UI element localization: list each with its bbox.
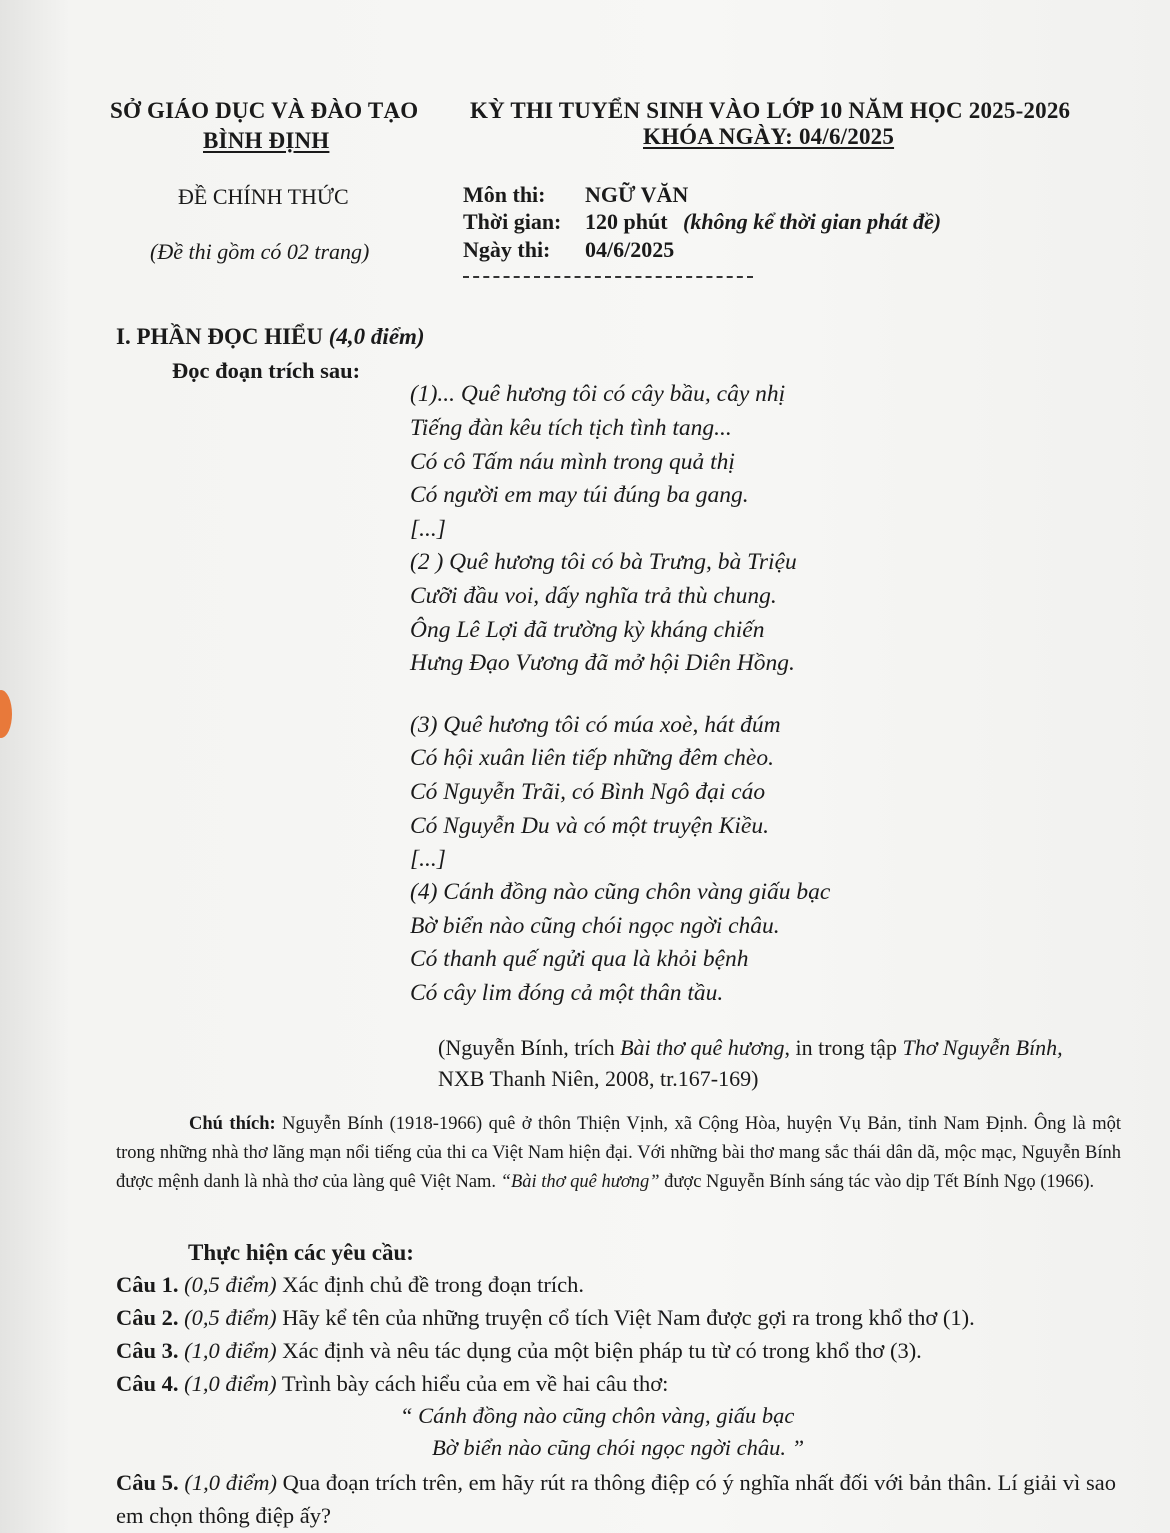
- question-text: Hãy kể tên của những truyện cổ tích Việt Nam được gợi ra trong khổ thơ (1).: [276, 1305, 975, 1330]
- source-citation: [438, 1035, 1063, 1061]
- department-name: SỞ GIÁO DỤC VÀ ĐÀO TẠO: [110, 98, 419, 123]
- poem-line: (1)... Quê hương tôi có cây bầu, cây nhị: [410, 381, 786, 407]
- question-label: Câu 5.: [116, 1470, 179, 1495]
- poem-line: Tiếng đàn kêu tích tịch tình tang...: [410, 415, 732, 441]
- question-4-quote-line: “ Cánh đồng nào cũng chôn vàng, giấu bạc: [400, 1403, 795, 1428]
- poem-line: Bờ biển nào cũng chói ngọc ngời châu.: [410, 913, 780, 939]
- poem-ellipsis: [...]: [410, 846, 446, 872]
- date-label: Ngày thi:: [463, 237, 551, 262]
- footnote: [116, 1110, 1121, 1197]
- poem-line: Có cô Tấm náu mình trong quả thị: [410, 449, 735, 475]
- source-publisher: NXB Thanh Niên, 2008, tr.167-169): [438, 1066, 759, 1091]
- question-points: (1,0 điểm): [184, 1371, 277, 1396]
- poem-line: (4) Cánh đồng nào cũng chôn vàng giấu bạc: [410, 879, 831, 905]
- source-collection: Thơ Nguyễn Bính,: [902, 1035, 1063, 1060]
- time-value: 120 phút: [585, 209, 668, 234]
- footnote-label: Chú thích:: [189, 1114, 276, 1134]
- section-heading: [116, 324, 425, 350]
- poem-line: Có cây lim đóng cả một thân tầu.: [410, 980, 724, 1006]
- poem-line: Có Nguyễn Trãi, có Bình Ngô đại cáo: [410, 779, 766, 805]
- reading-instruction: Đọc đoạn trích sau:: [172, 358, 361, 383]
- time-note: (không kể thời gian phát đề): [683, 209, 942, 234]
- source-text: , in trong tập: [784, 1035, 903, 1060]
- question-points: (0,5 điểm): [184, 1305, 277, 1330]
- question-label: Câu 4.: [116, 1371, 179, 1396]
- question-4-quote-line: Bờ biển nào cũng chói ngọc ngời châu. ”: [432, 1435, 805, 1460]
- question-points: (0,5 điểm): [184, 1272, 277, 1297]
- poem-line: Có Nguyễn Du và có một truyện Kiều.: [410, 813, 769, 839]
- poem-ellipsis: [...]: [410, 516, 446, 542]
- question-text: Xác định chủ đề trong đoạn trích.: [276, 1272, 585, 1297]
- poem-line: Có thanh quế ngửi qua là khỏi bệnh: [410, 946, 749, 972]
- poem-line: Có hội xuân liên tiếp những đêm chèo.: [410, 745, 774, 771]
- official-label: ĐỀ CHÍNH THỨC: [178, 184, 349, 209]
- question-5: [116, 1466, 1116, 1532]
- page-edge-mark: [0, 690, 12, 738]
- question-text: Xác định và nêu tác dụng của một biện pháp tu từ có trong khổ thơ (3).: [276, 1338, 922, 1363]
- province-name: BÌNH ĐỊNH: [203, 128, 330, 153]
- poem-line: Cưỡi đầu voi, dấy nghĩa trả thù chung.: [410, 583, 777, 609]
- poem-line: (2 ) Quê hương tôi có bà Trưng, bà Triệu: [410, 549, 797, 575]
- poem-line: Có người em may túi đúng ba gang.: [410, 482, 749, 508]
- question-label: Câu 3.: [116, 1338, 179, 1363]
- date-value: 04/6/2025: [585, 237, 675, 262]
- question-2: [116, 1305, 975, 1331]
- poem-line: (3) Quê hương tôi có múa xoè, hát đúm: [410, 712, 781, 738]
- exam-date-line: KHÓA NGÀY: 04/6/2025: [643, 124, 895, 149]
- question-3: [116, 1338, 922, 1364]
- pages-note: (Đề thi gồm có 02 trang): [150, 239, 370, 264]
- exam-title: KỲ THI TUYỂN SINH VÀO LỚP 10 NĂM HỌC 2025-2026: [470, 98, 1071, 123]
- poem-line: Ông Lê Lợi đã trường kỳ kháng chiến: [410, 617, 765, 643]
- subject-label: Môn thi:: [463, 182, 546, 207]
- question-points: (1,0 điểm): [184, 1470, 277, 1495]
- footnote-text: Nguyễn Bính (1918-1966) quê ở thôn Thiện Vịnh, xã Cộng Hòa, huyện Vụ Bản, tỉnh Nam Định. Ông là một trong những nhà thơ lãng mạn nổi tiếng của thi ca Việt Nam hiện đại. Với những bài thơ mang sắc thái dân dã, mộc mạc, Nguyễn Bính được mệnh danh là nhà thơ của làng quê Việt Nam.: [116, 1114, 1121, 1192]
- source-text: (Nguyễn Bính, trích: [438, 1035, 621, 1060]
- question-label: Câu 1.: [116, 1272, 179, 1297]
- question-label: Câu 2.: [116, 1305, 179, 1330]
- time-label: Thời gian:: [463, 209, 562, 234]
- question-4: [116, 1371, 668, 1397]
- question-text: Trình bày cách hiểu của em về hai câu thơ:: [276, 1371, 669, 1396]
- subject-value: NGỮ VĂN: [585, 182, 689, 207]
- section-points: (4,0 điểm): [328, 324, 425, 349]
- footnote-text: được Nguyễn Bính sáng tác vào dịp Tết Bính Ngọ (1966).: [659, 1172, 1095, 1192]
- footnote-work-title: “Bài thơ quê hương”: [500, 1172, 660, 1192]
- question-1: [116, 1272, 584, 1298]
- header-divider: [463, 276, 753, 278]
- question-points: (1,0 điểm): [184, 1338, 277, 1363]
- poem-line: Hưng Đạo Vương đã mở hội Diên Hồng.: [410, 650, 795, 676]
- source-work-title: Bài thơ quê hương: [620, 1035, 785, 1060]
- question-text: Qua đoạn trích trên, em hãy rút ra thông điệp có ý nghĩa nhất đối với bản thân. Lí giải vì sao em chọn thông điệp ấy?: [116, 1470, 1117, 1528]
- tasks-heading: Thực hiện các yêu cầu:: [188, 1240, 414, 1265]
- section-title: I. PHẦN ĐỌC HIỂU: [116, 324, 324, 349]
